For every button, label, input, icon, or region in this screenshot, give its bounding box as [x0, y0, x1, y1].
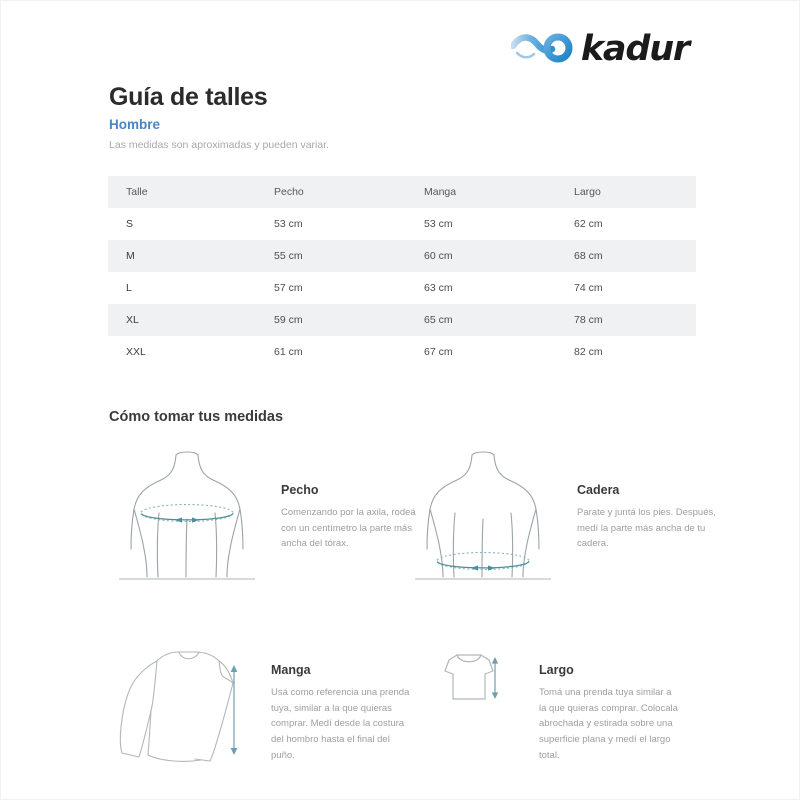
cell-pecho: 61 cm	[274, 346, 303, 358]
cell-manga: 65 cm	[424, 314, 453, 326]
measure-text-manga	[271, 641, 411, 763]
column-header-pecho: Pecho	[274, 186, 304, 198]
measures-section-title: Cómo tomar tus medidas	[109, 409, 284, 425]
measure-description-manga: Usá como referencia una prenda tuya, similar a la que quieras comprar. Medí desde la costura del hombro hasta el final del puño.	[271, 687, 410, 761]
cell-talle: M	[126, 250, 135, 262]
cell-pecho: 59 cm	[274, 314, 303, 326]
table-row	[108, 240, 696, 272]
measure-name-pecho: Pecho	[281, 483, 319, 497]
cell-manga: 60 cm	[424, 250, 453, 262]
cell-pecho: 53 cm	[274, 218, 303, 230]
measure-block-pecho	[113, 449, 421, 594]
cell-manga: 67 cm	[424, 346, 453, 358]
brand-name: kadur	[580, 28, 689, 69]
cell-pecho: 55 cm	[274, 250, 303, 262]
cell-manga: 53 cm	[424, 218, 453, 230]
cell-pecho: 57 cm	[274, 282, 303, 294]
cell-talle: L	[126, 282, 132, 294]
approximate-note: Las medidas son aproximadas y pueden variar.	[109, 139, 330, 151]
infinity-wave-icon	[511, 29, 573, 69]
table-row	[108, 208, 696, 240]
cell-largo: 68 cm	[574, 250, 603, 262]
cell-talle: XL	[126, 314, 139, 326]
brand-logo	[511, 29, 689, 69]
torso-hip-measure-icon	[409, 449, 557, 594]
measure-text-cadera	[577, 449, 717, 552]
measure-name-manga: Manga	[271, 663, 311, 677]
measure-description-pecho: Comenzando por la axila, rodeá con un centímetro la parte más ancha del tórax.	[281, 507, 416, 550]
measure-name-cadera: Cadera	[577, 483, 620, 497]
cell-largo: 82 cm	[574, 346, 603, 358]
table-header-row	[108, 176, 696, 208]
measure-text-largo	[539, 641, 679, 763]
measure-text-pecho	[281, 449, 421, 552]
measure-block-largo	[431, 641, 679, 763]
table-row	[108, 336, 696, 368]
cell-largo: 78 cm	[574, 314, 603, 326]
measure-block-manga	[113, 641, 411, 776]
column-header-talle: Talle	[126, 186, 148, 198]
cell-largo: 74 cm	[574, 282, 603, 294]
longsleeve-shirt-icon	[113, 641, 253, 776]
torso-chest-measure-icon	[113, 449, 261, 594]
page-title: Guía de talles	[109, 83, 268, 111]
measure-block-cadera	[409, 449, 717, 594]
page-subtitle: Hombre	[109, 117, 161, 132]
cell-talle: S	[126, 218, 134, 230]
measure-description-largo: Tomá una prenda tuya similar a la que quieras comprar. Colocala abrochada y estirada sobre una superficie plana y medí el largo total.	[539, 687, 678, 761]
size-table-body	[108, 208, 696, 368]
size-table-head	[108, 176, 696, 208]
cell-manga: 63 cm	[424, 282, 453, 294]
tshirt-icon	[431, 641, 511, 726]
table-row	[108, 272, 696, 304]
table-row	[108, 304, 696, 336]
column-header-manga: Manga	[424, 186, 457, 198]
size-table	[108, 176, 696, 368]
measure-name-largo: Largo	[539, 663, 574, 677]
cell-largo: 62 cm	[574, 218, 603, 230]
measure-description-cadera: Parate y juntá los pies. Después, medí la parte más ancha de tu cadera.	[577, 507, 716, 550]
cell-talle: XXL	[126, 346, 146, 358]
column-header-largo: Largo	[574, 186, 601, 198]
